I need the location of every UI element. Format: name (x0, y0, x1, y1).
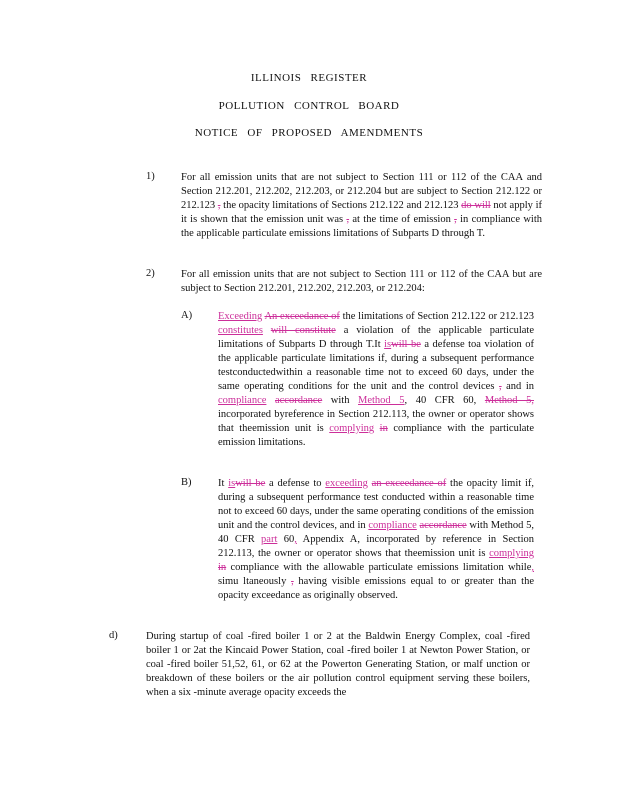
text-run: at the time of emission (349, 214, 451, 225)
text-run: a violation of the applicable particulate limitations of Subparts D through T.It (218, 325, 535, 350)
inserted-text: complying (329, 423, 375, 434)
inserted-text: is (384, 339, 392, 350)
text-run: in compliance with the applicable particulate emissions limitations of Subparts D through T. (181, 214, 543, 239)
deleted-text: accordance (274, 395, 323, 406)
item-b-number: B) (181, 477, 192, 488)
item-1-number: 1) (146, 171, 155, 182)
deleted-text: , (217, 200, 221, 211)
text-run: incorporated byreference in Section 212.113, the owner or operator shows that theemission unit is (218, 409, 534, 434)
deleted-text: An exceedance of (264, 311, 340, 322)
item-a-text (218, 310, 534, 450)
item-2-text: For all emission units that are not subject to Section 111 or 112 of the CAA but are subject to Section 212.201, 212.202, 212.203, or 212.204: (181, 269, 542, 294)
notice-title: NOTICE OF PROPOSED AMENDMENTS (194, 127, 424, 139)
deleted-text: , (291, 576, 294, 587)
inserted-text: , (294, 534, 297, 545)
item-1-text (181, 171, 542, 241)
deleted-text: will be (235, 478, 266, 489)
text-run: having visible emissions equal to or greater than the opacity exceedance as originally observed. (218, 576, 534, 601)
item-d-text: During startup of coal -fired boiler 1 or 2 at the Baldwin Energy Complex, coal -fired boiler 1 or 2at the Kincaid Power Station, coal -fired boiler 1 at Newton Power Station, or coal -fired boiler 51,52, 61, or 62 at the Powerton Generating Station, or malf unction or breakdown of these boilers or the air pollution control equipment serving these boilers, when a six -minute average opacity exceeds the (146, 631, 530, 698)
text-run: simu ltaneously (218, 576, 287, 587)
deleted-text: in (218, 562, 227, 573)
item-b-text (218, 477, 534, 603)
inserted-text: Method 5 (358, 395, 405, 406)
text-run: and in (501, 381, 535, 392)
deleted-text: do will (461, 200, 491, 211)
text-run: with (322, 395, 359, 406)
item-a-number: A) (181, 310, 193, 321)
inserted-text: constitutes (218, 325, 263, 336)
inserted-text: Exceeding (218, 311, 263, 322)
text-run: the limitations of Section 212.122 or 212.123 (339, 311, 535, 322)
text-run: compliance with the particulate emission limitations. (218, 423, 535, 448)
text-run: For all emission units that are not subject to Section 111 or 112 of the CAA and Section 212.201, 212.202, 212.203, or 212.204 but are subject to Section 212.122 or 212.123 (181, 172, 542, 211)
text-run: not apply if it is shown that the emission unit was (181, 200, 542, 225)
text-run: a defense toa violation of the applicable particulate limitations if, during a subsequent performance testconductedwithin a reasonable time not to exceed 60 days, under the same operating conditions for the unit and the control devices (218, 339, 534, 392)
inserted-text: compliance (368, 520, 417, 531)
text-run: , 40 CFR 60, (404, 395, 485, 406)
inserted-text: exceeding (325, 478, 368, 489)
text-run: the opacity limit if, during a subsequent performance test conducted within a reasonable time not to exceed 60 days, under the same operating conditions of the emission unit and the control devices, and in (218, 478, 534, 531)
deleted-text: accordance (419, 520, 467, 531)
deleted-text: will be (391, 339, 421, 350)
item-d-number: d) (109, 630, 118, 641)
text-run: a defense to (265, 478, 326, 489)
text-run: 60 (277, 534, 295, 545)
text-run: It (218, 478, 229, 489)
inserted-text: is (228, 478, 236, 489)
text-run: the opacity limitations of Sections 212.122 and 212.123 (220, 200, 462, 211)
text-run: with Method 5, 40 CFR (218, 520, 534, 545)
text-run: Appendix A, incorporated by reference in Section 212.113, the owner or operator shows that theemission unit is (218, 534, 534, 559)
inserted-text: compliance (218, 395, 267, 406)
board-title: POLLUTION CONTROL BOARD (218, 100, 400, 112)
item-2-number: 2) (146, 268, 155, 279)
deleted-text: , (346, 214, 350, 225)
deleted-text: will constitute (270, 325, 336, 336)
inserted-text: part (261, 534, 278, 545)
register-title: ILLINOIS REGISTER (250, 72, 368, 84)
deleted-text: Method 5, (484, 395, 534, 406)
inserted-text: , (531, 562, 534, 573)
deleted-text: , (454, 214, 457, 225)
deleted-text: an exceedance of (371, 478, 447, 489)
inserted-text: complying (489, 548, 534, 559)
text-run: compliance with the allowable particulate emissions limitation while (226, 562, 532, 573)
deleted-text: , (498, 381, 502, 392)
deleted-text: in (379, 423, 388, 434)
